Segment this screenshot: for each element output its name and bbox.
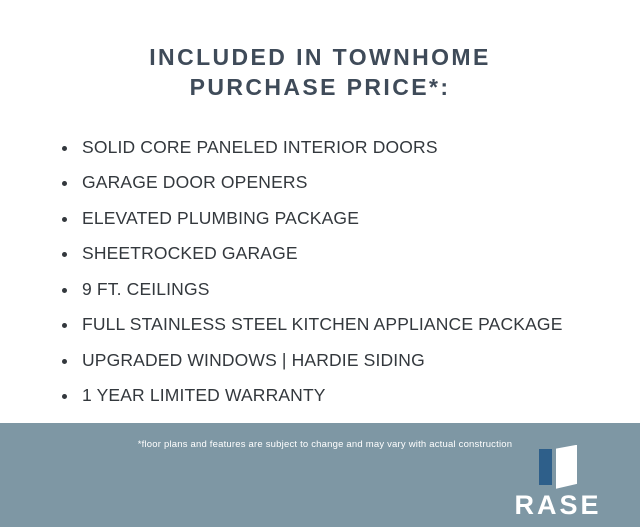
page-title-line-2: PURCHASE PRICE*: bbox=[189, 74, 451, 101]
list-item: 9 FT. CEILINGS bbox=[56, 281, 606, 299]
features-list bbox=[34, 136, 606, 406]
list-item: SOLID CORE PANELED INTERIOR DOORS bbox=[56, 139, 606, 157]
list-item: GARAGE DOOR OPENERS bbox=[56, 174, 606, 192]
page-title bbox=[34, 42, 606, 103]
list-item: UPGRADED WINDOWS | HARDIE SIDING bbox=[56, 352, 606, 370]
list-item: ELEVATED PLUMBING PACKAGE bbox=[56, 210, 606, 228]
page-title-line-1: INCLUDED IN TOWNHOME bbox=[149, 44, 491, 70]
brand-name: RASE bbox=[514, 489, 602, 520]
brand-block bbox=[498, 445, 618, 519]
list-item: FULL STAINLESS STEEL KITCHEN APPLIANCE PACKAGE bbox=[56, 316, 606, 334]
list-item: SHEETROCKED GARAGE bbox=[56, 245, 606, 263]
cube-logo-right-face bbox=[556, 445, 577, 489]
cube-logo-icon bbox=[539, 445, 577, 489]
cube-logo-left-face bbox=[539, 449, 552, 485]
list-item: 1 YEAR LIMITED WARRANTY bbox=[56, 387, 606, 405]
footer-bar bbox=[0, 423, 640, 527]
disclaimer-text: *floor plans and features are subject to change and may vary with actual construction bbox=[137, 438, 513, 450]
